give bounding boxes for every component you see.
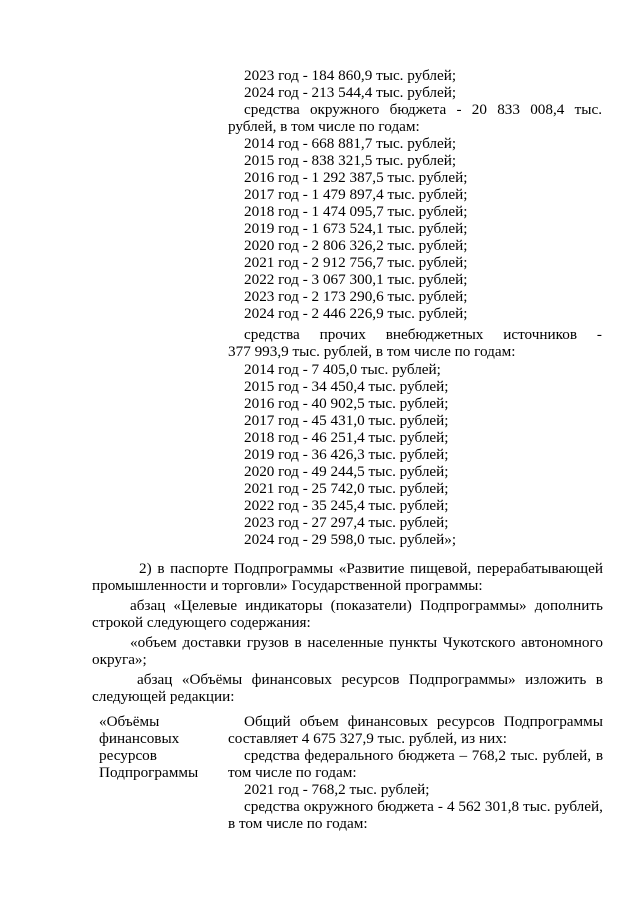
okrug-budget-line-2: в том числе по годам: [228,815,368,832]
year-line: 2018 год - 1 474 095,7 тыс. рублей; [244,203,468,220]
year-line: 2021 год - 768,2 тыс. рублей; [244,781,430,798]
year-line: 2023 год - 184 860,9 тыс. рублей; [244,67,457,84]
year-line: 2018 год - 46 251,4 тыс. рублей; [244,429,449,446]
paragraph-indicators-line-1: абзац «Целевые индикаторы (показатели) Подпрограммы» дополнить [130,597,603,614]
year-line: 2022 год - 35 245,4 тыс. рублей; [244,497,449,514]
year-line: 2020 год - 2 806 326,2 тыс. рублей; [244,237,468,254]
federal-budget-line-1: средства федерального бюджета – 768,2 тыс. рублей, в [244,747,603,764]
okrug-budget-line-1: средства окружного бюджета - 4 562 301,8 тыс. рублей, [244,798,603,815]
total-volume-line-2: составляет 4 675 327,9 тыс. рублей, из них: [228,730,508,747]
year-line: 2015 год - 838 321,5 тыс. рублей; [244,152,457,169]
year-line: 2015 год - 34 450,4 тыс. рублей; [244,378,449,395]
year-line: 2014 год - 7 405,0 тыс. рублей; [244,361,441,378]
paragraph-2-line-2: промышленности и торговли» Государственной программы: [92,577,483,594]
year-line: 2016 год - 1 292 387,5 тыс. рублей; [244,169,468,186]
paragraph-2-line-1: 2) в паспорте Подпрограммы «Развитие пищевой, перерабатывающей [139,560,603,577]
year-line: 2023 год - 27 297,4 тыс. рублей; [244,514,449,531]
year-line: 2021 год - 2 912 756,7 тыс. рублей; [244,254,468,271]
paragraph-cargo-line-1: «объем доставки грузов в населенные пункты Чукотского автономного [130,634,603,651]
paragraph-volumes-line-1: абзац «Объёмы финансовых ресурсов Подпрограммы» изложить в [137,671,603,688]
other-sources-intro-cont: 377 993,9 тыс. рублей, в том числе по годам: [228,343,516,360]
year-line: 2024 год - 213 544,4 тыс. рублей; [244,84,457,101]
year-line: 2021 год - 25 742,0 тыс. рублей; [244,480,449,497]
year-line: 2022 год - 3 067 300,1 тыс. рублей; [244,271,468,288]
okrug-budget-intro: средства окружного бюджета - 20 833 008,4 тыс. [244,101,602,118]
year-line: 2016 год - 40 902,5 тыс. рублей; [244,395,449,412]
year-line: 2017 год - 1 479 897,4 тыс. рублей; [244,186,468,203]
paragraph-volumes-line-2: следующей редакции: [92,688,235,705]
left-cell-line: «Объёмы [99,713,160,730]
okrug-budget-intro-cont: рублей, в том числе по годам: [228,118,420,135]
year-line: 2020 год - 49 244,5 тыс. рублей; [244,463,449,480]
left-cell-line: Подпрограммы [99,764,199,781]
year-line: 2014 год - 668 881,7 тыс. рублей; [244,135,457,152]
total-volume-line-1: Общий объем финансовых ресурсов Подпрограммы [244,713,603,730]
year-line: 2019 год - 36 426,3 тыс. рублей; [244,446,449,463]
left-cell-line: ресурсов [99,747,157,764]
paragraph-indicators-line-2: строкой следующего содержания: [92,614,311,631]
year-line: 2024 год - 29 598,0 тыс. рублей»; [244,531,457,548]
federal-budget-line-2: том числе по годам: [228,764,357,781]
left-cell-line: финансовых [99,730,180,747]
year-line: 2024 год - 2 446 226,9 тыс. рублей; [244,305,468,322]
year-line: 2017 год - 45 431,0 тыс. рублей; [244,412,449,429]
other-sources-intro: средства прочих внебюджетных источников - [244,326,602,343]
paragraph-cargo-line-2: округа»; [92,651,147,668]
year-line: 2023 год - 2 173 290,6 тыс. рублей; [244,288,468,305]
year-line: 2019 год - 1 673 524,1 тыс. рублей; [244,220,468,237]
